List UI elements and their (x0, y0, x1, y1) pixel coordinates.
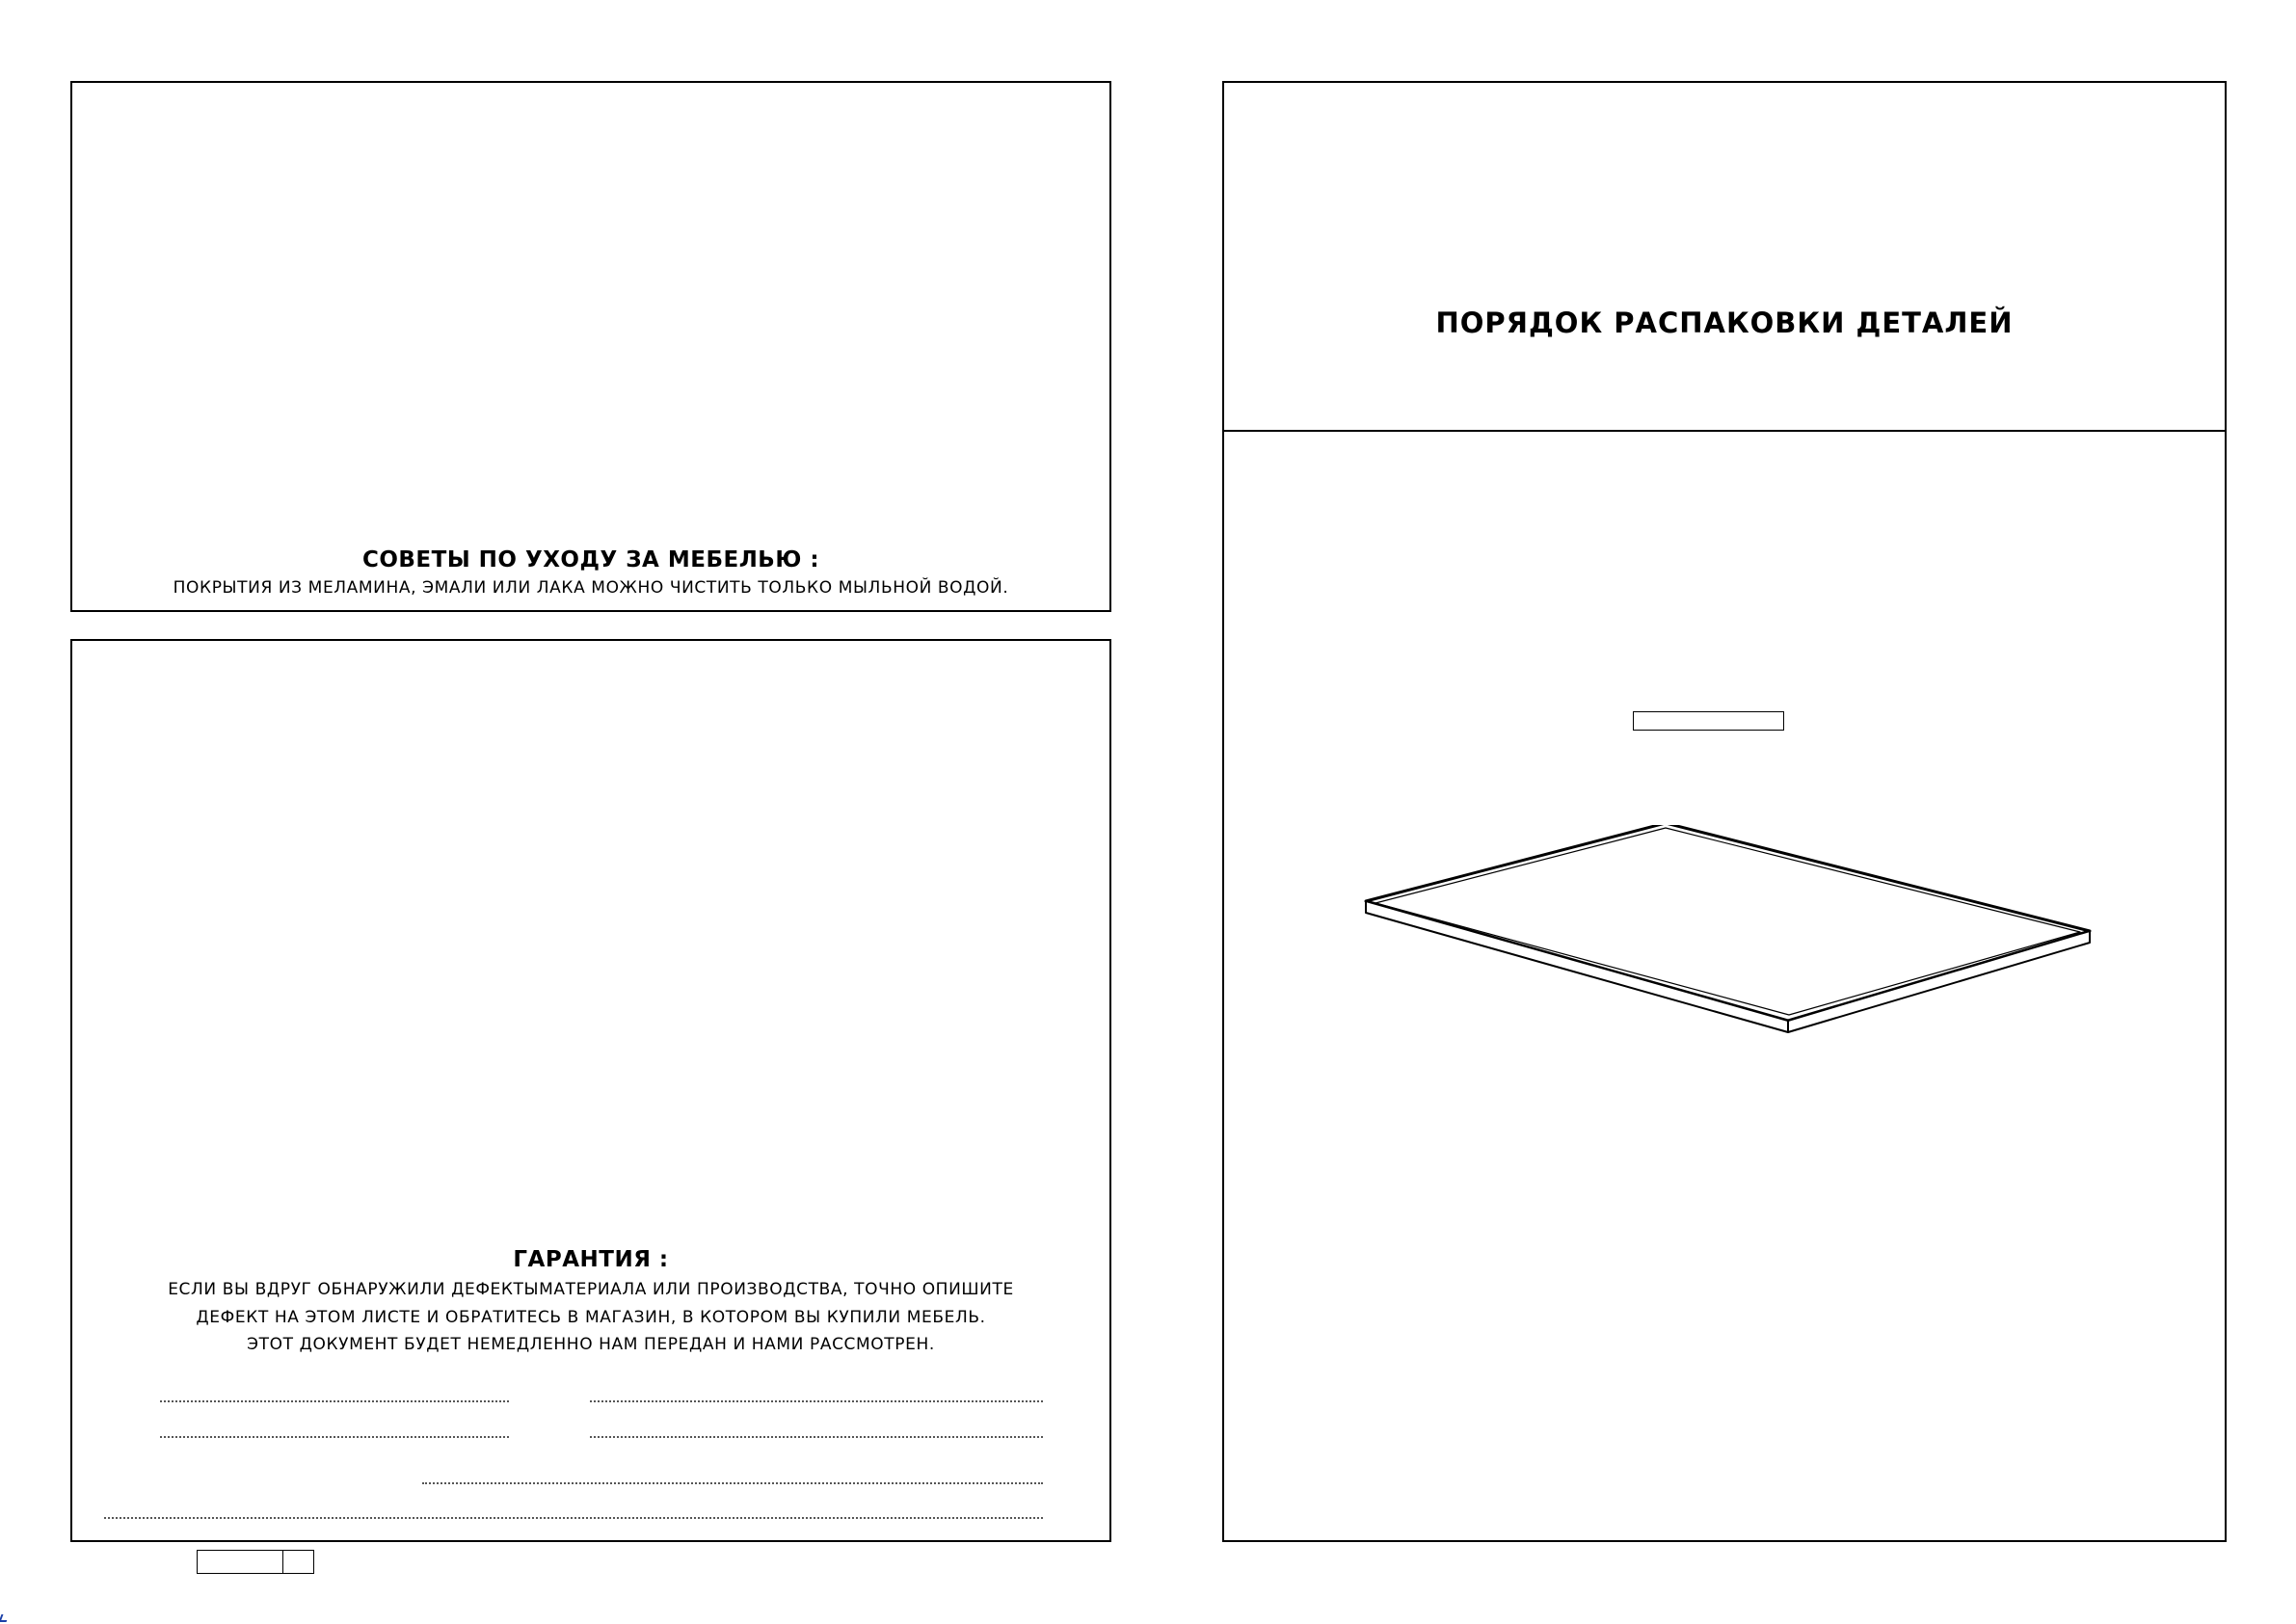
fill-in-line[interactable] (160, 1436, 509, 1438)
part-label-box (1633, 711, 1784, 731)
board-panel-drawing (1359, 825, 2111, 1037)
care-title: СОВЕТЫ ПО УХОДУ ЗА МЕБЕЛЬЮ : (361, 547, 820, 572)
fill-in-line[interactable] (590, 1400, 1043, 1402)
unpacking-panel (1222, 81, 2227, 1542)
care-text: ПОКРЫТИЯ ИЗ МЕЛАМИНА, ЭМАЛИ ИЛИ ЛАКА МОЖНО ЧИСТИТЬ ТОЛЬКО МЫЛЬНОЙ ВОДОЙ. (173, 578, 1009, 598)
corner-mark (0, 1614, 9, 1622)
warranty-panel (70, 639, 1111, 1542)
fill-in-line[interactable] (590, 1436, 1043, 1438)
warranty-title: ГАРАНТИЯ : (513, 1247, 669, 1272)
board-top-face (1366, 825, 2090, 1021)
warranty-text-line: ЭТОТ ДОКУМЕНТ БУДЕТ НЕМЕДЛЕННО НАМ ПЕРЕДАН И НАМИ РАССМОТРЕН. (247, 1335, 935, 1354)
page-number-box-divider (282, 1551, 283, 1573)
fill-in-line[interactable] (160, 1400, 509, 1402)
warranty-text-line: ЕСЛИ ВЫ ВДРУГ ОБНАРУЖИЛИ ДЕФЕКТЫМАТЕРИАЛА ИЛИ ПРОИЗВОДСТВА, ТОЧНО ОПИШИТЕ (168, 1280, 1014, 1299)
warranty-text-line: ДЕФЕКТ НА ЭТОМ ЛИСТЕ И ОБРАТИТЕСЬ В МАГАЗИН, В КОТОРОМ ВЫ КУПИЛИ МЕБЕЛЬ. (196, 1308, 986, 1327)
panel-divider (1224, 430, 2225, 432)
care-instructions-panel (70, 81, 1111, 612)
page-number-box (197, 1550, 314, 1574)
fill-in-line[interactable] (104, 1517, 1043, 1519)
fill-in-line[interactable] (422, 1482, 1043, 1484)
unpacking-title: ПОРЯДОК РАСПАКОВКИ ДЕТАЛЕЙ (1435, 306, 2014, 339)
